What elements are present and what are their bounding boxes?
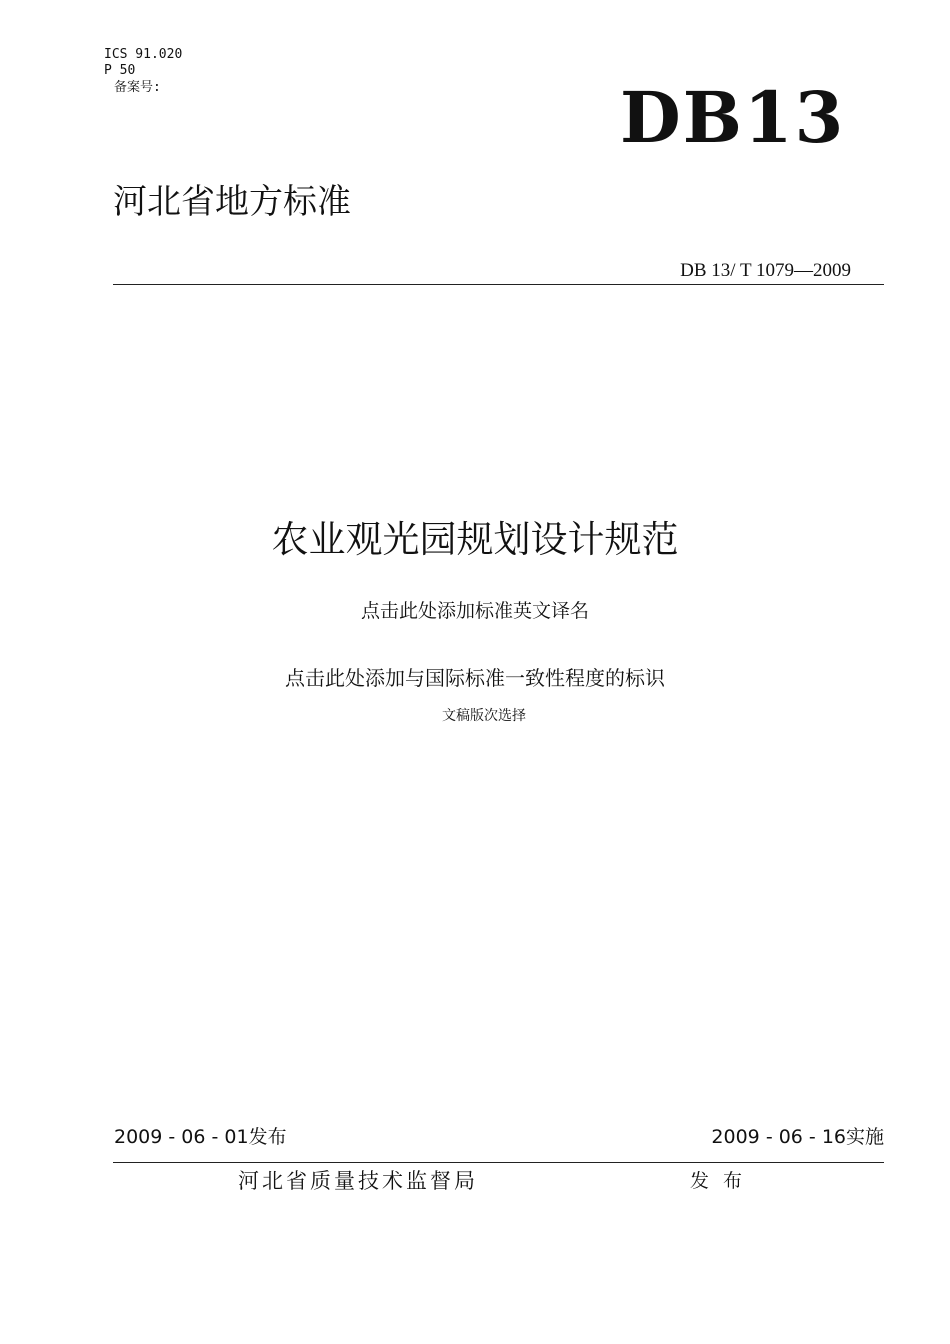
issue-label: 发 布 [690,1170,747,1192]
issuing-authority: 河北省质量技术监督局 [238,1169,478,1193]
top-divider [113,284,884,285]
english-title-placeholder[interactable]: 点击此处添加标准英文译名 [360,600,589,622]
issue-date: 2009 - 06 - 01发布 [114,1126,287,1148]
consistency-placeholder[interactable]: 点击此处添加与国际标准一致性程度的标识 [285,666,665,690]
ics-code: ICS 91.020 [104,47,183,62]
standard-type-title: 河北省地方标准 [113,182,351,222]
draft-version-selector[interactable]: 文稿版次选择 [442,708,526,724]
record-number-label: 备案号: [114,80,161,95]
db-standard-mark: DB13 [620,76,846,159]
effective-date: 2009 - 06 - 16实施 [711,1126,884,1148]
standard-number: DB 13/ T 1079—2009 [680,260,851,281]
bottom-divider [113,1162,884,1163]
document-title: 农业观光园规划设计规范 [271,518,679,561]
ccs-code: P 50 [104,63,136,78]
